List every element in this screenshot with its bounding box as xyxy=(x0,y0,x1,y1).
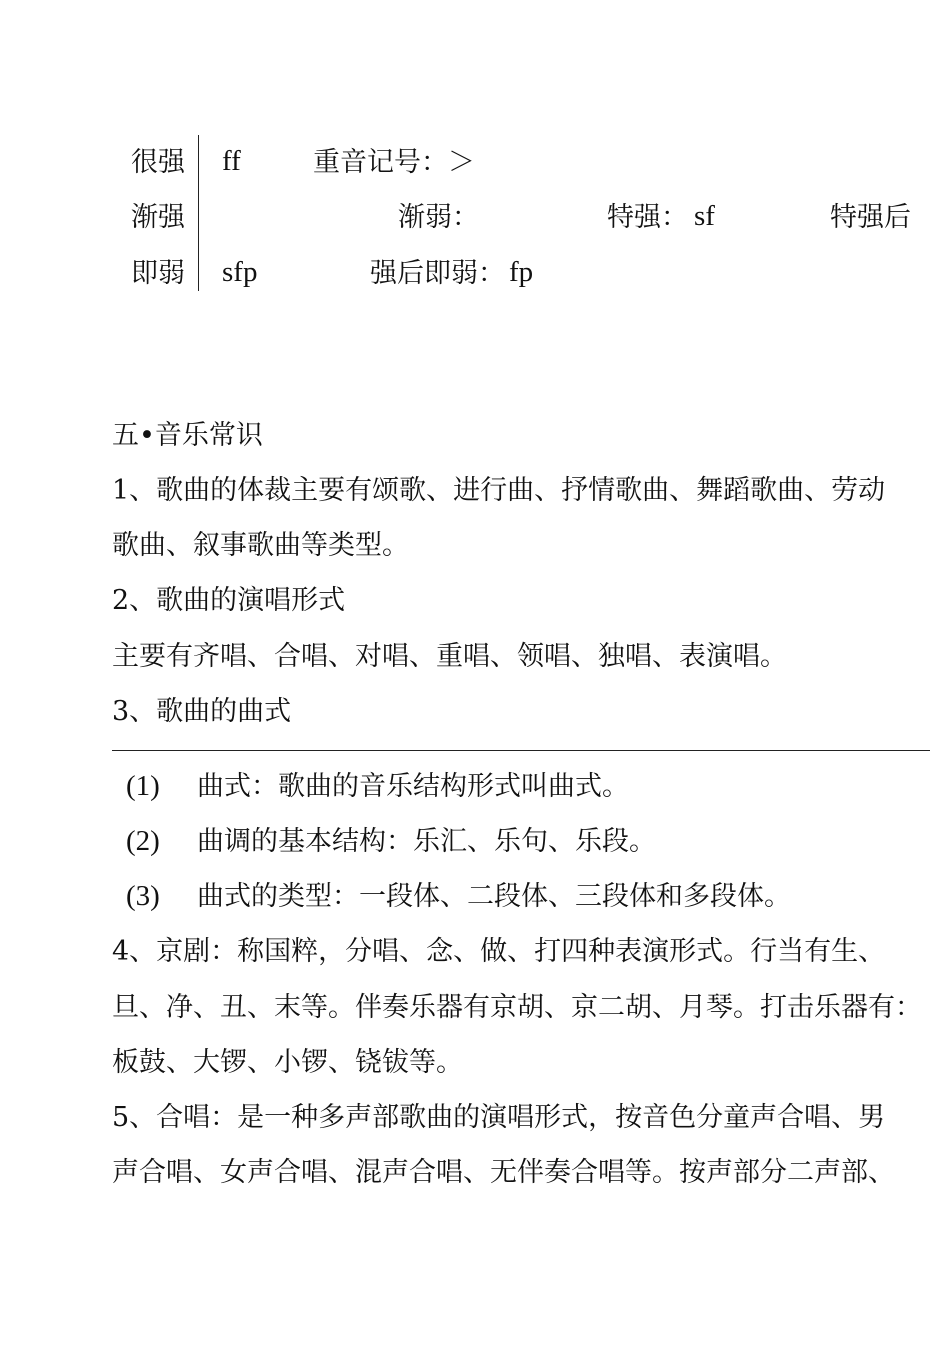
table-divider-line xyxy=(198,135,199,291)
dyn-label-subito-piano: 即弱 xyxy=(131,258,185,289)
list-item-text: 曲式：歌曲的音乐结构形式叫曲式。 xyxy=(197,771,629,802)
paragraph-line: 1、歌曲的体裁主要有颂歌、进行曲、抒情歌曲、舞蹈歌曲、劳动 xyxy=(112,475,886,506)
paragraph-line: 2、歌曲的演唱形式 xyxy=(112,585,346,616)
sforzando-label: 特强： xyxy=(607,202,688,233)
paragraph-line: 歌曲、叙事歌曲等类型。 xyxy=(112,530,409,561)
paragraph-line: 5、合唱：是一种多声部歌曲的演唱形式，按音色分童声合唱、男 xyxy=(112,1102,886,1133)
sforzando-mark: sf xyxy=(694,200,715,232)
paragraph-line: 声合唱、女声合唱、混声合唱、无伴奏合唱等。按声部分二声部、 xyxy=(112,1157,895,1188)
accent-mark-label: 重音记号：＞ xyxy=(313,147,475,178)
list-item-number: (1) xyxy=(126,770,160,802)
list-item-text: 曲调的基本结构：乐汇、乐句、乐段。 xyxy=(197,826,656,857)
list-item-number: (2) xyxy=(126,825,160,857)
paragraph-line: 主要有齐唱、合唱、对唱、重唱、领唱、独唱、表演唱。 xyxy=(112,641,787,672)
list-item-number: (3) xyxy=(126,880,160,912)
paragraph-line: 3、歌曲的曲式 xyxy=(112,696,292,727)
fortepiano-label: 强后即弱： xyxy=(370,258,505,289)
paragraph-line: 板鼓、大锣、小锣、铙钹等。 xyxy=(112,1047,463,1078)
dyn-label-crescendo: 渐强 xyxy=(131,202,185,233)
sfp-label: 特强后 xyxy=(830,202,911,233)
dyn-mark-ff: ff xyxy=(222,145,241,177)
section-heading: 五•音乐常识 xyxy=(112,420,263,451)
paragraph-line: 旦、净、丑、末等。伴奏乐器有京胡、京二胡、月琴。打击乐器有： xyxy=(112,992,922,1023)
list-item-text: 曲式的类型：一段体、二段体、三段体和多段体。 xyxy=(197,881,791,912)
paragraph-line: 4、京剧：称国粹，分唱、念、做、打四种表演形式。行当有生、 xyxy=(112,936,886,967)
dyn-mark-sfp: sfp xyxy=(222,256,258,288)
fortepiano-mark: fp xyxy=(509,256,534,288)
dyn-label-very-strong: 很强 xyxy=(131,147,185,178)
horizontal-rule xyxy=(112,750,930,751)
decrescendo-label: 渐弱： xyxy=(398,202,479,233)
